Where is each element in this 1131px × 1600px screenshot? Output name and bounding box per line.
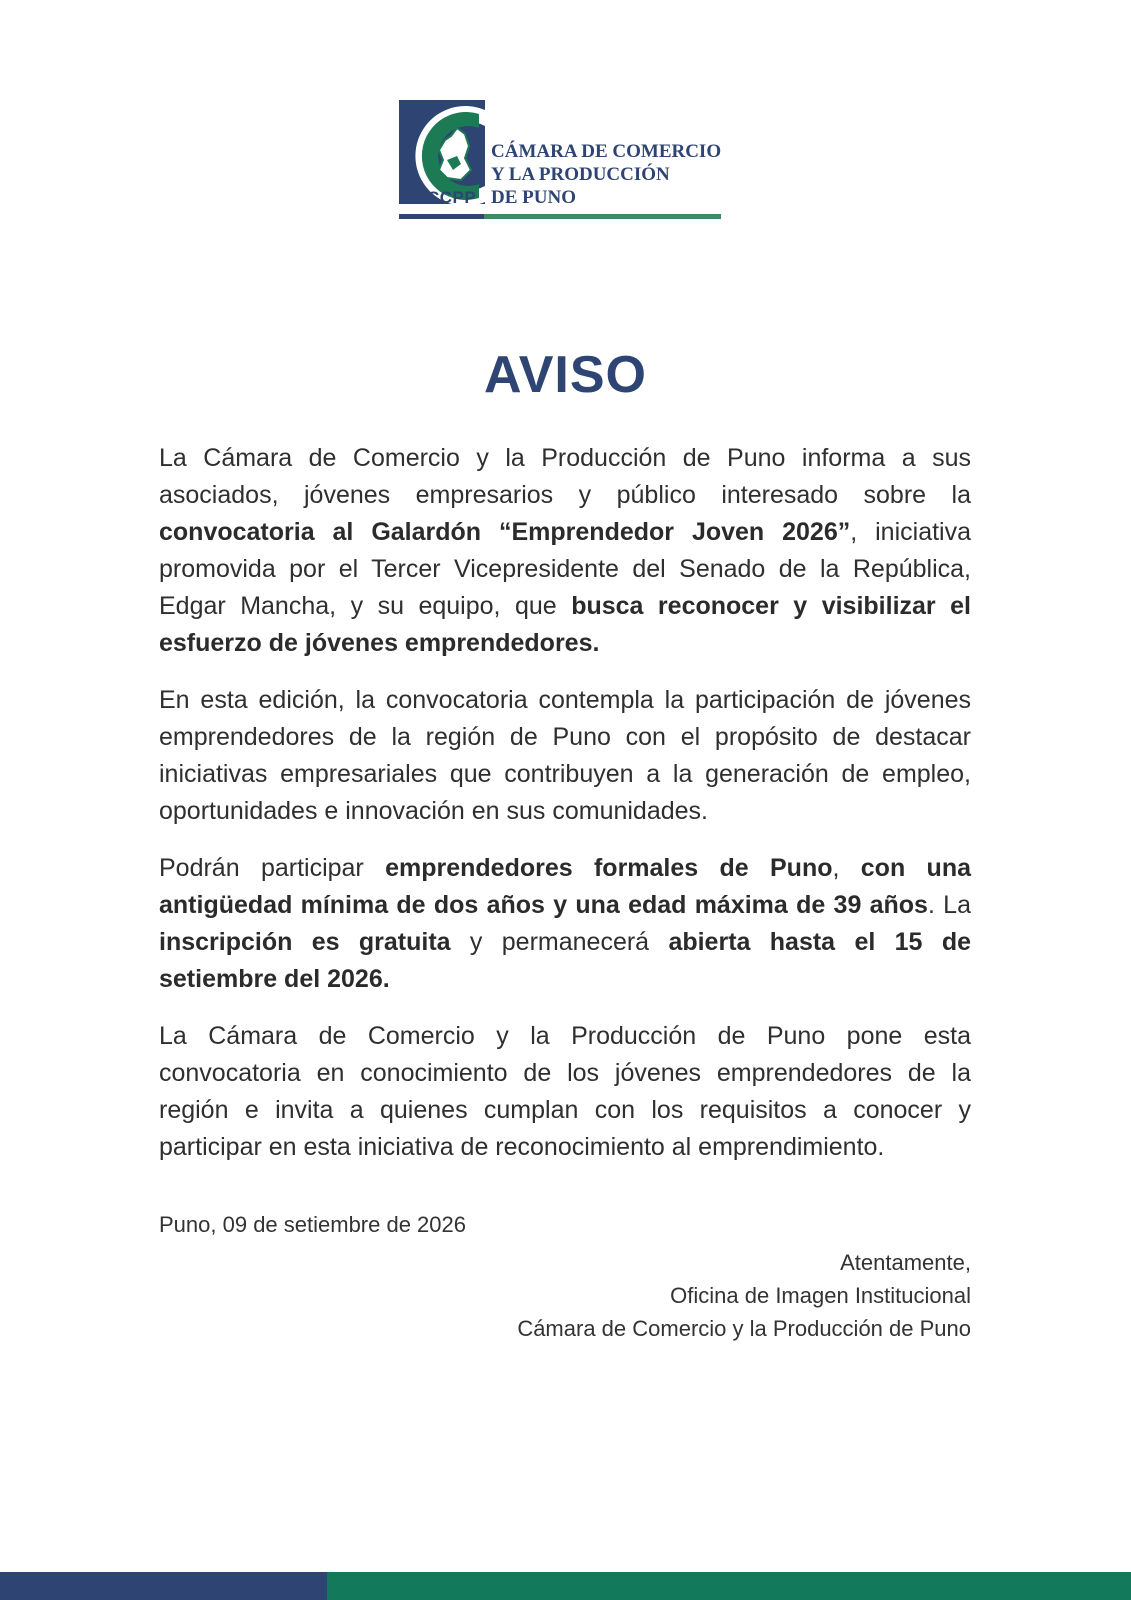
p1-text-1: La Cámara de Comercio y la Producción de Puno informa a sus asociados, jóvenes empresarios y público interesado sobre la [159, 444, 971, 509]
logo-abbreviation: CCPP [427, 188, 477, 207]
p4-text-1: La Cámara de Comercio y la Producción de Puno pone esta convocatoria en conocimiento de los jóvenes emprendedores de la región e invita a quienes cumplan con los requisitos a conocer y participar en esta iniciativa de reconocimiento al emprendimiento. [159, 1022, 971, 1161]
p3-bold-3: inscripción es gratuita [159, 928, 451, 956]
paragraph-2 [159, 682, 971, 830]
paragraph-4 [159, 1018, 971, 1166]
logo-line-2: Y LA PRODUCCIÓN [491, 164, 670, 185]
ccpp-logo [399, 100, 721, 222]
logo-underline-green [484, 214, 721, 219]
signature-org: Cámara de Comercio y la Producción de Puno [517, 1316, 971, 1341]
p1-bold-1: convocatoria al Galardón “Emprendedor Joven 2026” [159, 518, 851, 546]
logo-underline-navy [399, 214, 484, 219]
p3-bold-2: con una antigüedad mínima de dos años y una edad máxima de 39 años [159, 854, 971, 919]
logo-underline [399, 214, 721, 219]
p1-bold-2: busca reconocer y visibilizar el esfuerzo de jóvenes emprendedores. [159, 592, 971, 657]
logo-line-3: DE PUNO [491, 187, 576, 208]
paragraph-1 [159, 440, 971, 662]
signature-block [517, 1246, 971, 1345]
signature-closing: Atentamente, [840, 1250, 971, 1275]
p1-text-2: , iniciativa promovida por el Tercer Vicepresidente del Senado de la República, Edgar Mancha, y su equipo, que [159, 518, 971, 620]
p3-text-4: y permanecerá [450, 928, 669, 956]
notice-body [159, 440, 971, 1186]
notice-date: Puno, 09 de setiembre de 2026 [159, 1212, 467, 1237]
logo-line-1: CÁMARA DE COMERCIO [491, 141, 722, 162]
p3-bold-4: abierta hasta el 15 de setiembre del 2026. [159, 928, 971, 993]
page-title: AVISO [484, 346, 647, 404]
logo-wordmark [491, 140, 721, 209]
p2-text-1: En esta edición, la convocatoria contempla la participación de jóvenes emprendedores de la región de Puno con el propósito de destacar iniciativas empresariales que contribuyen a la generación de empleo, oportunidades e innovación en sus comunidades. [159, 686, 971, 825]
p3-text-1: Podrán participar [159, 854, 386, 882]
footer-bar-green [327, 1572, 1131, 1600]
p3-bold-1: emprendedores formales de Puno [385, 854, 833, 882]
p3-text-2: , [832, 854, 861, 882]
paragraph-3 [159, 850, 971, 998]
footer-bar [0, 1572, 1131, 1600]
signature-office: Oficina de Imagen Institucional [670, 1283, 971, 1308]
p3-text-3: . La [927, 891, 971, 919]
footer-bar-navy [0, 1572, 327, 1600]
